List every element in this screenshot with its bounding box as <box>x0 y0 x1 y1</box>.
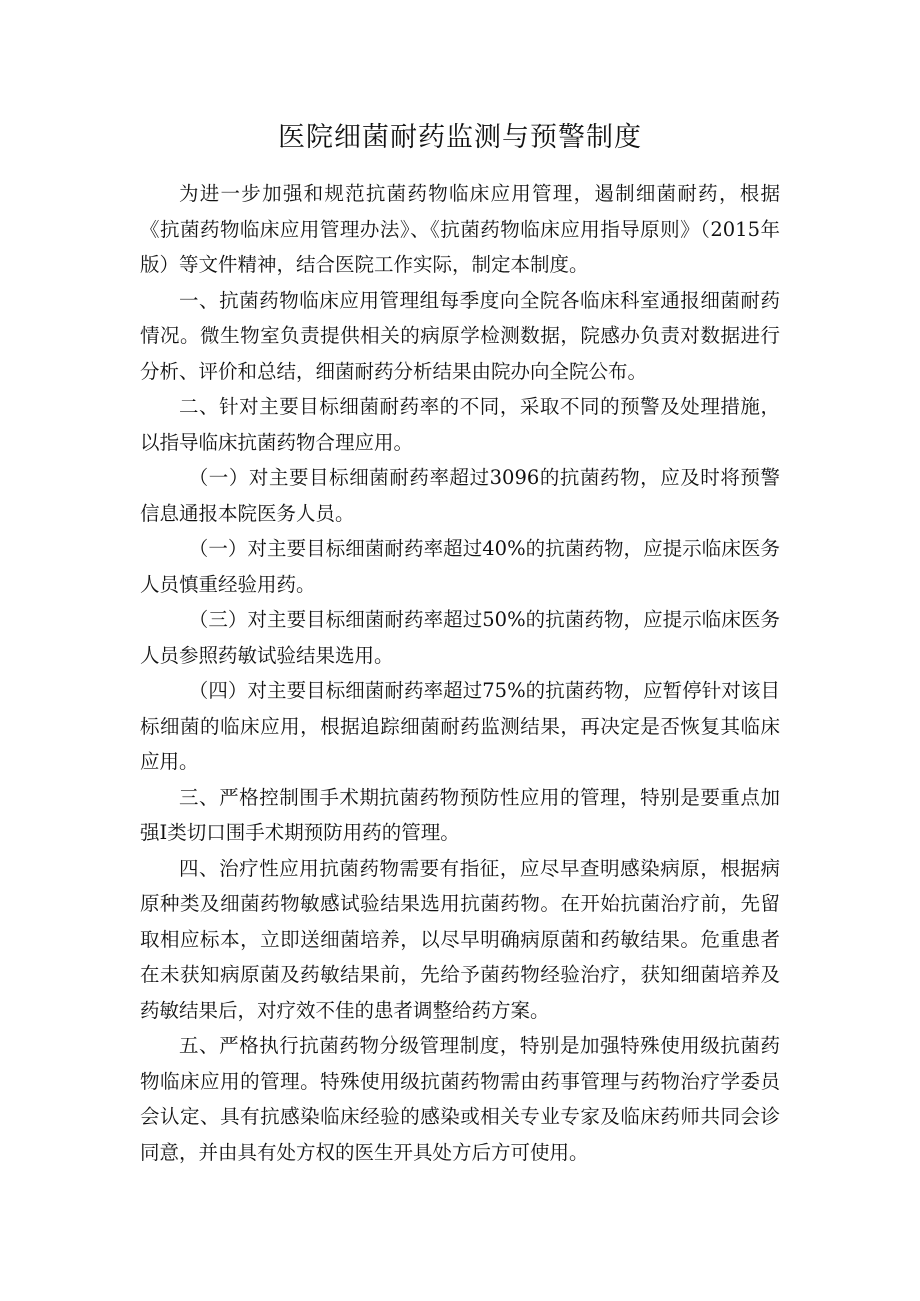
document-title: 医院细菌耐药监测与预警制度 <box>278 122 642 153</box>
paragraph-subsection-4: （四）对主要目标细菌耐药率超过75%的抗菌药物，应暂停针对该目标细菌的临床应用，根据追踪细菌耐药监测结果，再决定是否恢复其临床应用。 <box>140 679 780 773</box>
paragraph-section-5: 五、严格执行抗菌药物分级管理制度，特别是加强特殊使用级抗菌药物临床应用的管理。特殊使用级抗菌药物需由药事管理与药物治疗学委员会认定、具有抗感染临床经验的感染或相关专业专家及临床药师共同会诊同意，并由具有处方权的医生开具处方后方可使用。 <box>140 1034 780 1164</box>
document-body <box>140 176 780 1170</box>
paragraph-section-4: 四、治疗性应用抗菌药物需要有指征，应尽早查明感染病原，根据病原种类及细菌药物敏感试验结果选用抗菌药物。在开始抗菌治疗前，先留取相应标本，立即送细菌培养，以尽早明确病原菌和药敏结果。危重患者在未获知病原菌及药敏结果前，先给予菌药物经验治疗，获知细菌培养及药敏结果后，对疗效不佳的患者调整给药方案。 <box>140 856 780 1022</box>
paragraph-subsection-1: （一）对主要目标细菌耐药率超过3096的抗菌药物，应及时将预警信息通报本院医务人员。 <box>140 466 780 525</box>
paragraph-section-1: 一、抗菌药物临床应用管理组每季度向全院各临床科室通报细菌耐药情况。微生物室负责提供相关的病原学检测数据，院感办负责对数据进行分析、评价和总结，细菌耐药分析结果由院办向全院公布。 <box>140 288 780 383</box>
paragraph-subsection-3: （三）对主要目标细菌耐药率超过50%的抗菌药物，应提示临床医务人员参照药敏试验结果选用。 <box>140 608 780 667</box>
paragraph-section-2: 二、针对主要目标细菌耐药率的不同，采取不同的预警及处理措施，以指导临床抗菌药物合理应用。 <box>140 395 780 454</box>
paragraph-intro: 为进一步加强和规范抗菌药物临床应用管理，遏制细菌耐药，根据《抗菌药物临床应用管理办法》、《抗菌药物临床应用指导原则》（2015年版）等文件精神，结合医院工作实际，制定本制度。 <box>140 182 780 276</box>
paragraph-subsection-2: （一）对主要目标细菌耐药率超过40%的抗菌药物，应提示临床医务人员慎重经验用药。 <box>140 537 780 596</box>
paragraph-section-3: 三、严格控制围手术期抗菌药物预防性应用的管理，特别是要重点加强I类切口围手术期预防用药的管理。 <box>140 785 780 844</box>
